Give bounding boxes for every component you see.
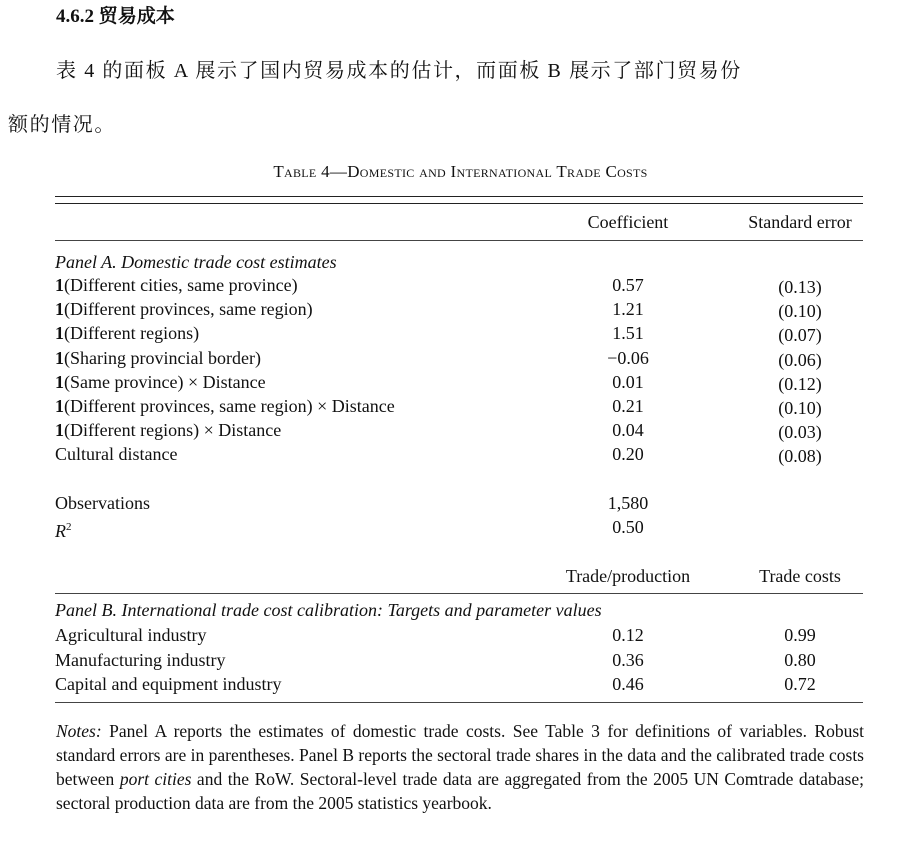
top-rule bbox=[55, 196, 863, 197]
r2-letter: R bbox=[55, 521, 66, 541]
header-trade-production: Trade/production bbox=[565, 566, 691, 586]
indicator-bold-one: 1 bbox=[55, 371, 64, 392]
observations-label: Observations bbox=[55, 493, 150, 513]
indicator-bold-one: 1 bbox=[55, 323, 64, 344]
standard-error-cell: (0.06) bbox=[778, 349, 822, 370]
trade-costs-cell: 0.72 bbox=[784, 674, 816, 694]
top-rule-2 bbox=[55, 203, 863, 204]
indicator-bold-one: 1 bbox=[55, 396, 64, 416]
indicator-bold-one: 1 bbox=[55, 299, 64, 320]
coefficient-cell: 0.04 bbox=[612, 420, 644, 441]
table-caption: Table 4—Domestic and International Trade Costs bbox=[273, 162, 648, 181]
standard-error-cell: (0.08) bbox=[778, 446, 822, 467]
indicator-bold-one: 1 bbox=[55, 420, 64, 441]
coefficient-cell: 1.21 bbox=[612, 299, 644, 320]
indicator-bold-one: 1 bbox=[55, 347, 64, 368]
panel-b-header-rule bbox=[55, 593, 863, 594]
trade-costs-cell: 0.99 bbox=[784, 625, 816, 645]
header-rule bbox=[55, 240, 863, 241]
coefficient-cell: −0.06 bbox=[607, 347, 649, 368]
notes-label: Notes: bbox=[56, 721, 102, 741]
coefficient-cell: 0.01 bbox=[612, 371, 644, 392]
coefficient-cell: 0.57 bbox=[612, 275, 644, 295]
standard-error-cell: (0.07) bbox=[778, 325, 822, 346]
notes-italic: port cities bbox=[119, 769, 192, 789]
row-label-text: (Sharing provincial border) bbox=[64, 347, 261, 368]
row-label bbox=[55, 395, 395, 417]
standard-error-cell: (0.10) bbox=[778, 301, 822, 322]
standard-error-cell: (0.12) bbox=[778, 373, 822, 394]
paragraph-line-1: 表 4 的面板 A 展示了国内贸易成本的估计，而面板 B 展示了部门贸易份 bbox=[56, 60, 742, 82]
panel-a-title: Panel A. Domestic trade cost estimates bbox=[55, 252, 337, 272]
coefficient-cell: 0.21 bbox=[612, 396, 644, 416]
row-label: Agricultural industry bbox=[55, 625, 207, 645]
row-label bbox=[55, 419, 281, 441]
r2-value: 0.50 bbox=[612, 517, 644, 537]
notes-text-1: Panel A reports the estimates of domestic trade costs. See Table 3 for definitions of variables. Robust standard errors are in parentheses. Panel B reports the sectoral trade shares in the data and the calibrated trade costs between bbox=[56, 721, 864, 789]
trade-production-cell: 0.46 bbox=[612, 674, 644, 694]
panel-b-title: Panel B. International trade cost calibration: Targets and parameter values bbox=[55, 600, 602, 620]
row-label-text: (Different cities, same province) bbox=[64, 275, 298, 295]
row-label bbox=[55, 274, 298, 296]
r2-superscript: 2 bbox=[66, 521, 72, 533]
trade-costs-cell: 0.80 bbox=[784, 649, 816, 670]
header-coefficient: Coefficient bbox=[587, 212, 669, 232]
row-label-text: (Different provinces, same region) × Distance bbox=[64, 396, 395, 416]
standard-error-cell: (0.10) bbox=[778, 398, 822, 418]
coefficient-cell: 1.51 bbox=[612, 323, 644, 344]
row-label bbox=[55, 443, 177, 465]
row-label-text: (Different regions) × Distance bbox=[64, 420, 282, 441]
r2-label bbox=[55, 516, 72, 542]
section-heading: 4.6.2 贸易成本 bbox=[56, 6, 175, 27]
standard-error-cell: (0.13) bbox=[778, 277, 822, 297]
header-trade-costs: Trade costs bbox=[759, 566, 841, 586]
row-label-text: Cultural distance bbox=[55, 444, 178, 465]
table-notes bbox=[56, 719, 864, 815]
row-label-text: (Same province) × Distance bbox=[64, 371, 266, 392]
row-label: Capital and equipment industry bbox=[55, 674, 282, 694]
row-label bbox=[55, 371, 266, 393]
bottom-rule bbox=[55, 702, 863, 703]
trade-production-cell: 0.36 bbox=[612, 649, 644, 670]
header-standard-error: Standard error bbox=[748, 212, 852, 232]
trade-production-cell: 0.12 bbox=[612, 625, 644, 645]
row-label bbox=[55, 347, 261, 369]
row-label-text: (Different provinces, same region) bbox=[64, 299, 313, 320]
observations-value: 1,580 bbox=[607, 493, 649, 513]
paragraph-line-2: 额的情况。 bbox=[8, 114, 116, 136]
row-label: Manufacturing industry bbox=[55, 649, 226, 670]
coefficient-cell: 0.20 bbox=[612, 444, 644, 465]
row-label-text: (Different regions) bbox=[64, 323, 200, 344]
standard-error-cell: (0.03) bbox=[778, 422, 822, 443]
row-label bbox=[55, 322, 199, 344]
indicator-bold-one: 1 bbox=[55, 275, 64, 295]
notes-text-2: and the RoW. Sectoral-level trade data are aggregated from the 2005 UN Comtrade database; sectoral production data are from the 2005 statistics yearbook. bbox=[56, 769, 864, 813]
row-label bbox=[55, 298, 313, 320]
